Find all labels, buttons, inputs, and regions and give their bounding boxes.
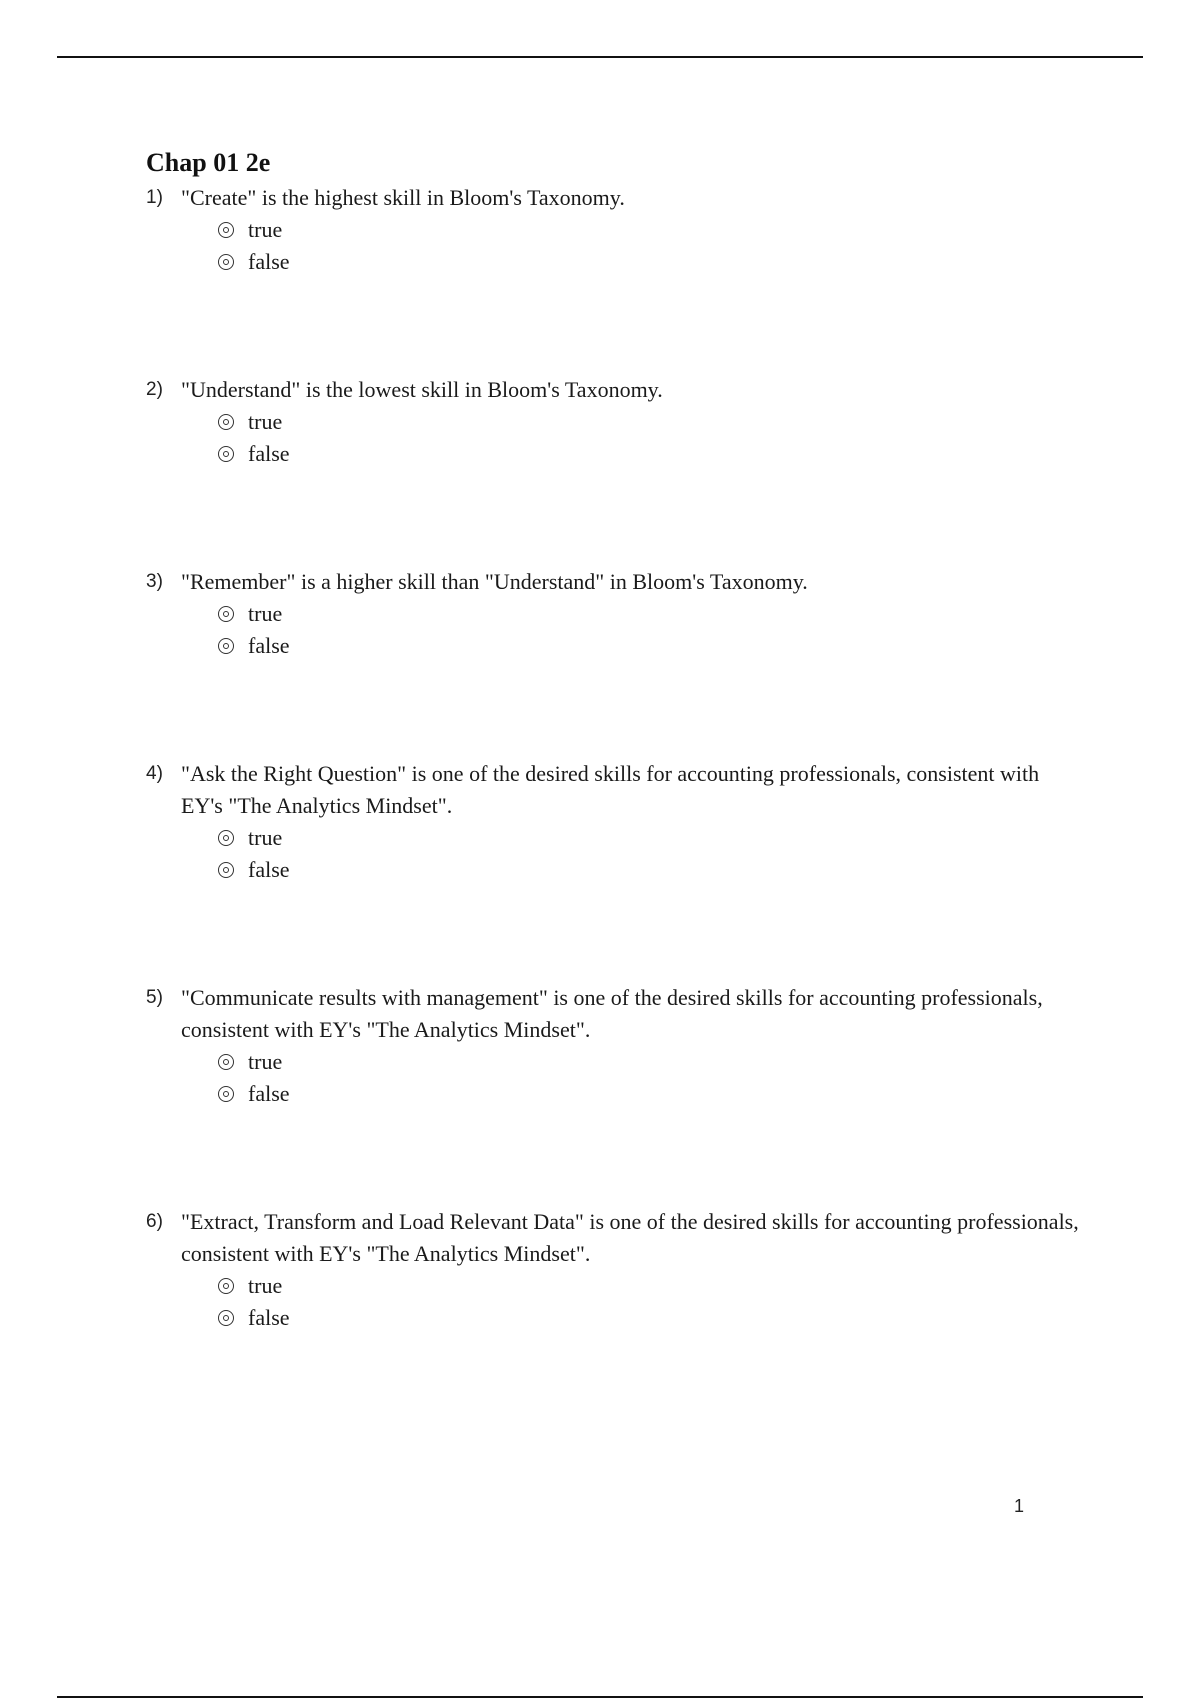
question-number: 6) — [146, 1211, 163, 1232]
question-2 — [146, 374, 1106, 470]
quiz-content — [146, 146, 1106, 1334]
option-true[interactable] — [218, 214, 1106, 246]
option-false[interactable] — [218, 246, 1106, 278]
question-text: "Communicate results with management" is one of the desired skills for accounting professionals, consistent with EY's "The Analytics Mindset". — [181, 985, 1043, 1042]
question-number: 1) — [146, 187, 163, 208]
option-false[interactable] — [218, 438, 1106, 470]
radio-icon[interactable] — [218, 414, 234, 430]
option-label: true — [248, 601, 283, 626]
question-text: "Create" is the highest skill in Bloom's Taxonomy. — [181, 185, 625, 210]
option-label: true — [248, 825, 283, 850]
question-number: 3) — [146, 571, 163, 592]
spacer — [146, 886, 1106, 982]
spacer — [146, 662, 1106, 758]
footer-rule — [57, 1696, 1143, 1698]
question-number: 4) — [146, 763, 163, 784]
option-label: true — [248, 217, 283, 242]
question-text: "Ask the Right Question" is one of the desired skills for accounting professionals, consistent with EY's "The Analytics Mindset". — [181, 761, 1040, 818]
question-5 — [146, 982, 1106, 1110]
header-rule — [57, 56, 1143, 58]
option-true[interactable] — [218, 1270, 1106, 1302]
radio-icon[interactable] — [218, 1054, 234, 1070]
option-label: false — [248, 857, 290, 882]
radio-icon[interactable] — [218, 222, 234, 238]
question-text: "Extract, Transform and Load Relevant Data" is one of the desired skills for accounting professionals, consistent with EY's "The Analytics Mindset". — [181, 1209, 1079, 1266]
option-true[interactable] — [218, 406, 1106, 438]
question-1 — [146, 182, 1106, 278]
option-label: true — [248, 1273, 283, 1298]
radio-icon[interactable] — [218, 254, 234, 270]
radio-icon[interactable] — [218, 862, 234, 878]
answer-options — [218, 214, 1106, 278]
question-text: "Understand" is the lowest skill in Bloom's Taxonomy. — [181, 377, 663, 402]
option-label: false — [248, 1305, 290, 1330]
document-title: Chap 01 2e — [146, 148, 271, 177]
radio-icon[interactable] — [218, 830, 234, 846]
option-false[interactable] — [218, 854, 1106, 886]
answer-options — [218, 822, 1106, 886]
radio-icon[interactable] — [218, 1086, 234, 1102]
page-number: 1 — [1014, 1496, 1025, 1516]
option-label: false — [248, 441, 290, 466]
question-text: "Remember" is a higher skill than "Understand" in Bloom's Taxonomy. — [181, 569, 808, 594]
option-false[interactable] — [218, 630, 1106, 662]
spacer — [146, 1110, 1106, 1206]
radio-icon[interactable] — [218, 606, 234, 622]
option-label: false — [248, 249, 290, 274]
radio-icon[interactable] — [218, 446, 234, 462]
option-true[interactable] — [218, 822, 1106, 854]
question-3 — [146, 566, 1106, 662]
option-label: true — [248, 1049, 283, 1074]
option-label: true — [248, 409, 283, 434]
question-6 — [146, 1206, 1106, 1334]
option-true[interactable] — [218, 1046, 1106, 1078]
option-label: false — [248, 633, 290, 658]
option-true[interactable] — [218, 598, 1106, 630]
radio-icon[interactable] — [218, 638, 234, 654]
radio-icon[interactable] — [218, 1310, 234, 1326]
question-number: 2) — [146, 379, 163, 400]
spacer — [146, 278, 1106, 374]
answer-options — [218, 1046, 1106, 1110]
option-label: false — [248, 1081, 290, 1106]
answer-options — [218, 1270, 1106, 1334]
question-number: 5) — [146, 987, 163, 1008]
radio-icon[interactable] — [218, 1278, 234, 1294]
answer-options — [218, 406, 1106, 470]
option-false[interactable] — [218, 1302, 1106, 1334]
answer-options — [218, 598, 1106, 662]
spacer — [146, 470, 1106, 566]
option-false[interactable] — [218, 1078, 1106, 1110]
question-4 — [146, 758, 1106, 886]
